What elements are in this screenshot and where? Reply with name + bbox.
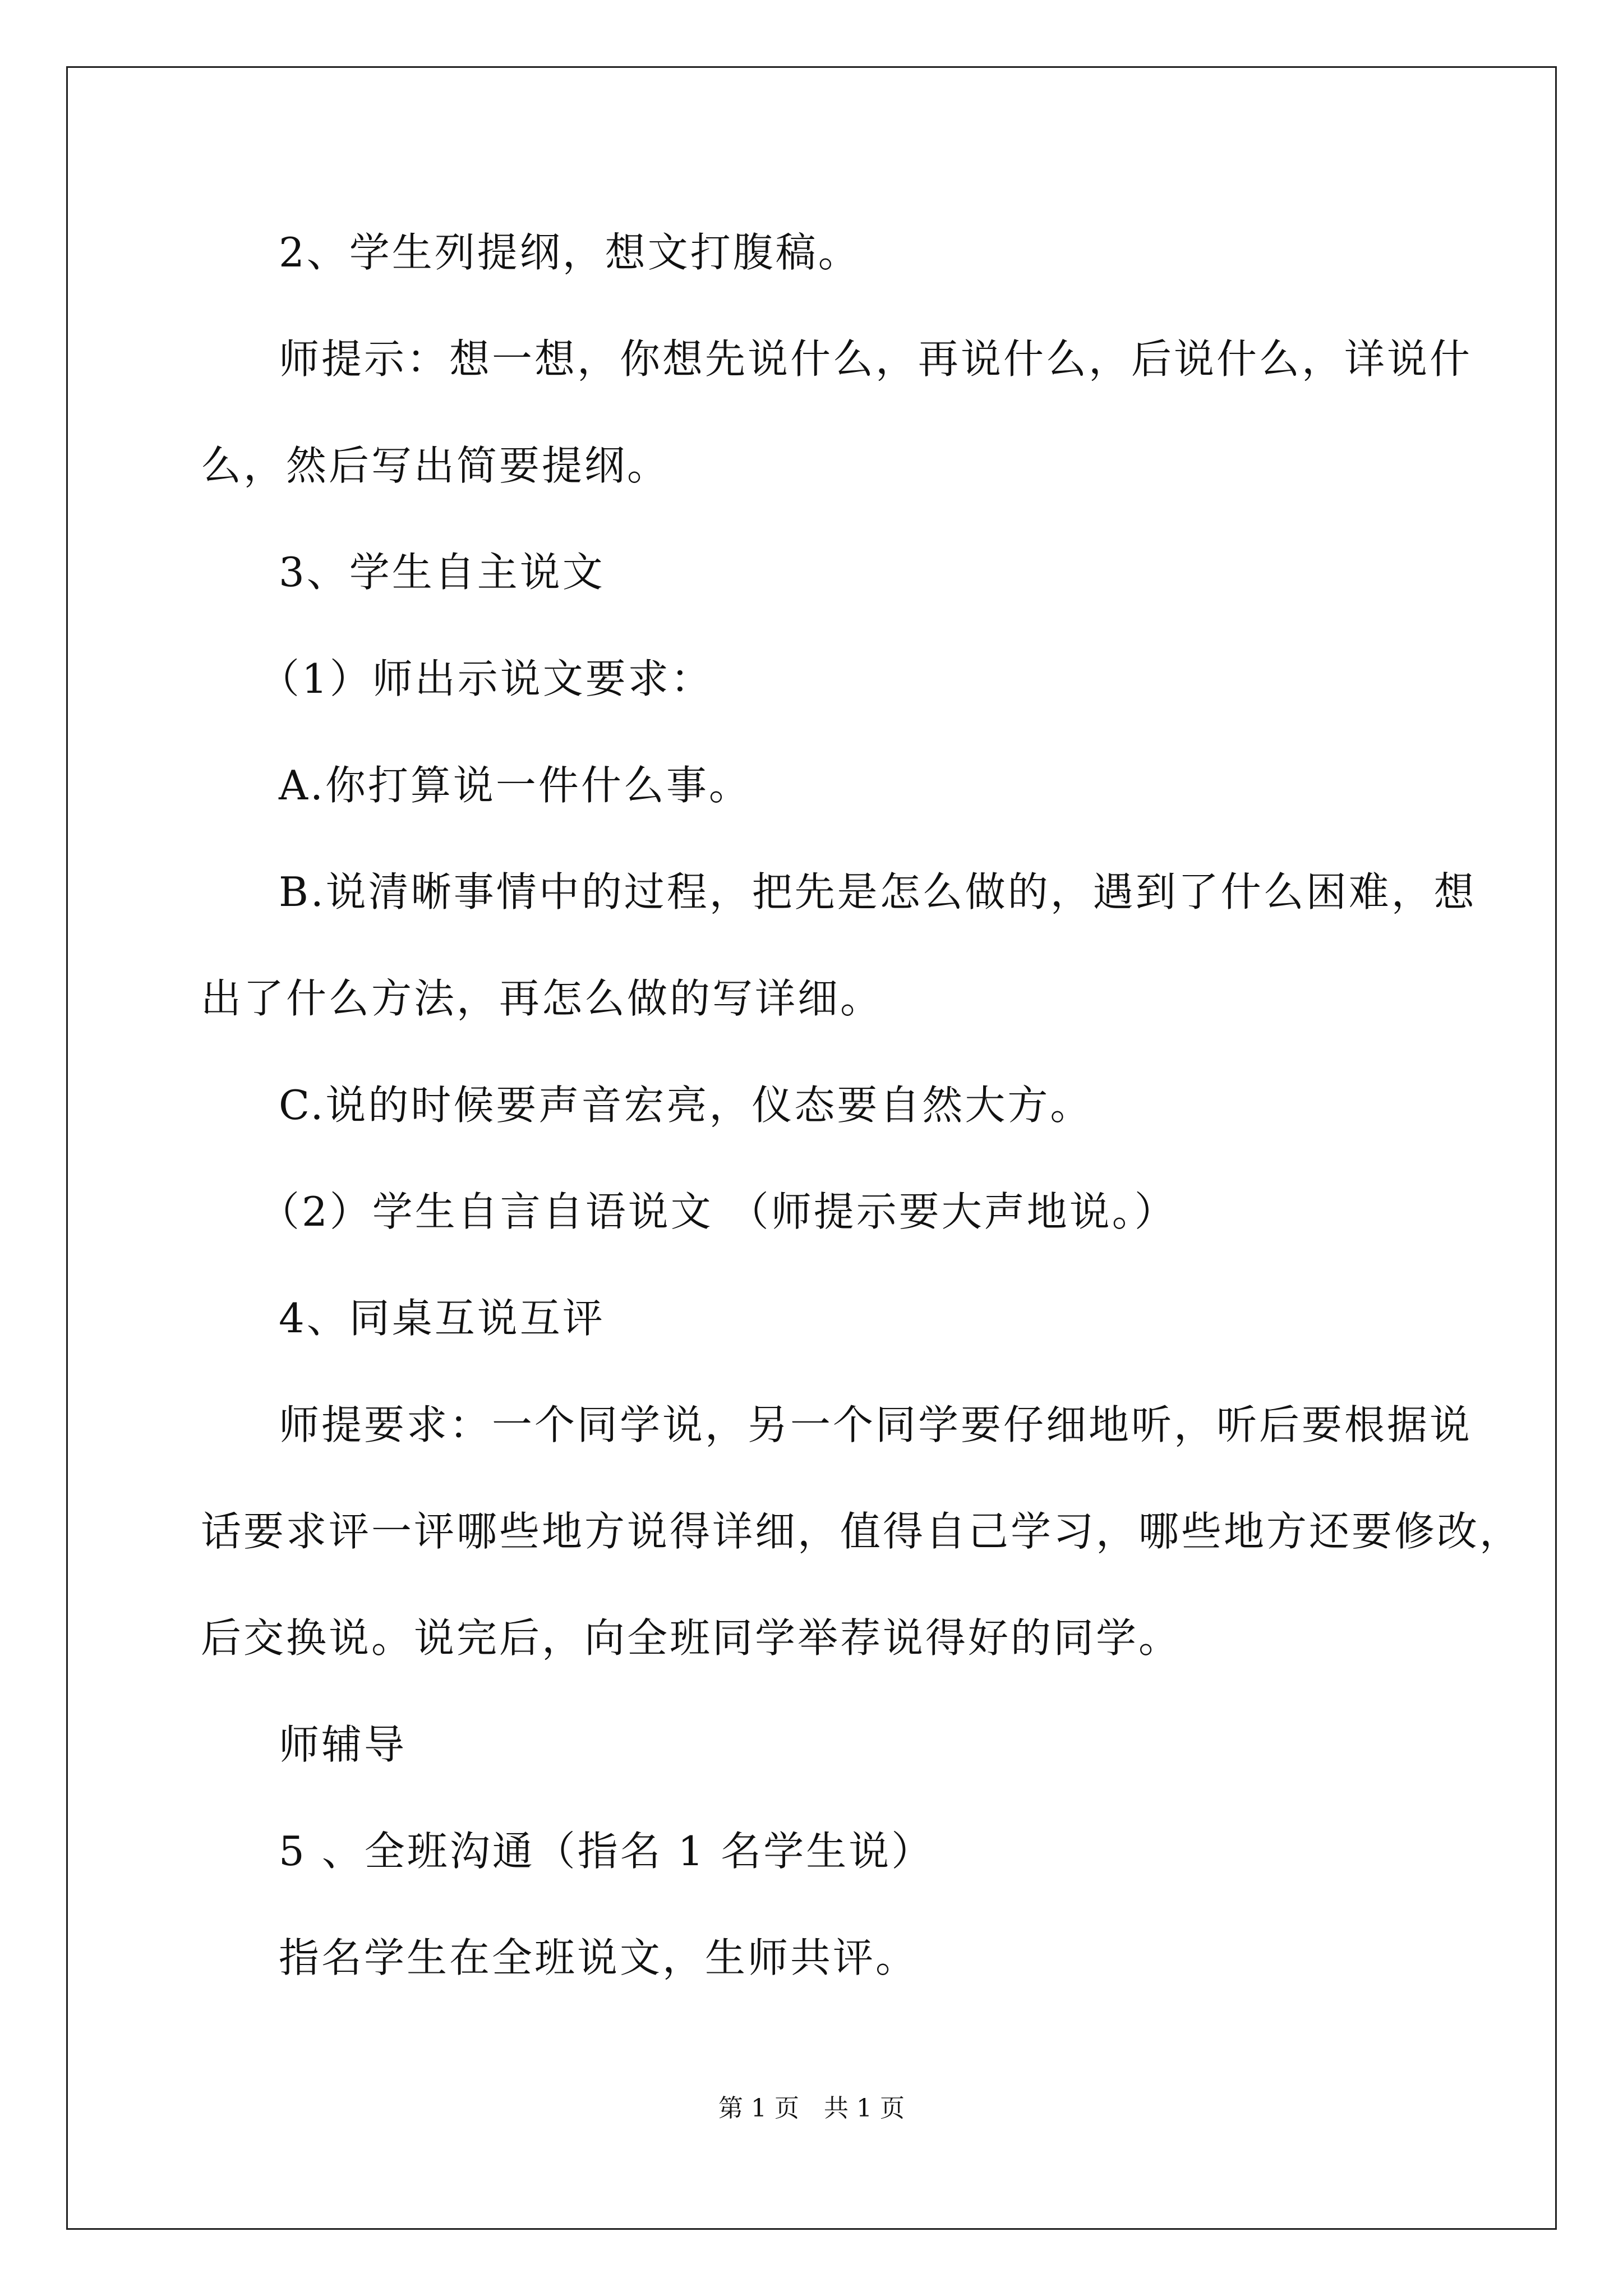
- paragraph-line: 后交换说。说完后，向全班同学举荐说得好的同学。: [201, 1614, 1182, 1662]
- paragraph-line: 指名学生在全班说文，生师共评。: [279, 1934, 919, 1981]
- paragraph-line: 师辅导: [279, 1721, 407, 1768]
- paragraph-line: 师提要求：一个同学说，另一个同学要仔细地听，听后要根据说: [279, 1401, 1473, 1448]
- page-border: [66, 66, 1557, 2230]
- paragraph-line: 么，然后写出简要提纲。: [201, 442, 670, 489]
- paragraph-line: 2、学生列提纲，想文打腹稿。: [279, 229, 861, 276]
- paragraph-line: 师提示：想一想，你想先说什么，再说什么，后说什么，详说什: [279, 335, 1473, 383]
- paragraph-line: 话要求评一评哪些地方说得详细，值得自己学习，哪些地方还要修改，: [201, 1508, 1523, 1555]
- paragraph-line: C.说的时候要声音宏亮，仪态要自然大方。: [279, 1082, 1093, 1129]
- paragraph-line: 5 、全班沟通（指名 1 名学生说）: [279, 1828, 934, 1875]
- paragraph-line: 4、同桌互说互评: [279, 1295, 605, 1342]
- paragraph-line: B.说清晰事情中的过程，把先是怎么做的，遇到了什么困难，想: [279, 868, 1477, 915]
- page-number-footer: 第 1 页 共 1 页: [718, 2094, 905, 2123]
- paragraph-line: （1）师出示说文要求：: [259, 655, 713, 702]
- paragraph-line: 出了什么方法，再怎么做的写详细。: [201, 975, 883, 1022]
- paragraph-line: （2）学生自言自语说文 （师提示要大声地说。）: [259, 1188, 1177, 1235]
- paragraph-line: 3、学生自主说文: [279, 549, 605, 596]
- paragraph-line: A.你打算说一件什么事。: [279, 762, 751, 809]
